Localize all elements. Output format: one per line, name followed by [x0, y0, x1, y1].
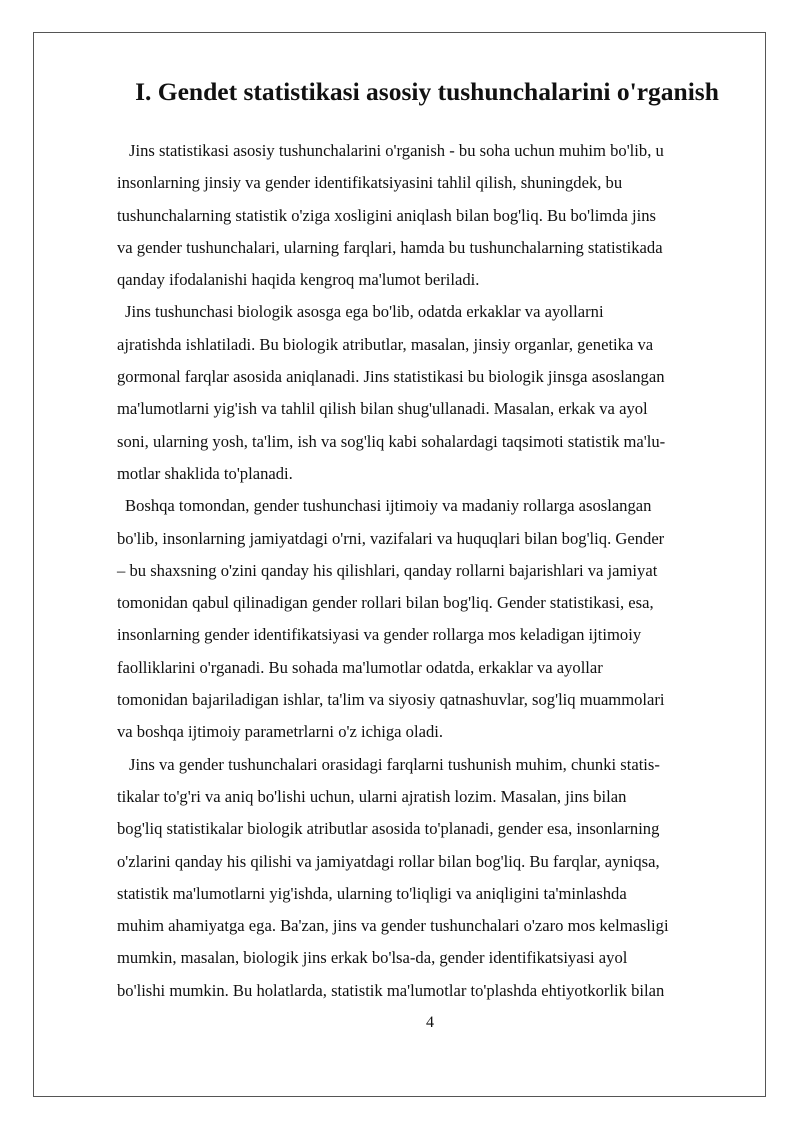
text-line: insonlarning gender identifikatsiyasi va gender rollarga mos keladigan ijtimoiy	[117, 625, 642, 645]
text-line: tomonidan bajariladigan ishlar, ta'lim va siyosiy qatnashuvlar, sog'liq muammolari	[117, 690, 665, 710]
text-line: motlar shaklida to'planadi.	[117, 463, 293, 483]
text-line: qanday ifodalanishi haqida kengroq ma'lumot beriladi.	[117, 270, 480, 290]
text-line: bo'lib, insonlarning jamiyatdagi o'rni, vazifalari va huquqlari bilan bog'liq. Gender	[117, 528, 665, 548]
page-number: 4	[426, 1014, 434, 1031]
text-line: mumkin, masalan, biologik jins erkak bo'lsa-da, gender identifikatsiyasi ayol	[117, 948, 628, 968]
text-line: bo'lishi mumkin. Bu holatlarda, statistik ma'lumotlar to'plashda ehtiyotkorlik bilan	[117, 980, 665, 1000]
text-line: va gender tushunchalari, ularning farqlari, hamda bu tushunchalarning statistikada	[117, 237, 663, 257]
paragraph	[117, 749, 737, 1007]
paragraphs-container	[117, 135, 737, 1007]
text-line: va boshqa ijtimoiy parametrlarni o'z ichiga oladi.	[117, 722, 444, 742]
text-line: gormonal farqlar asosida aniqlanadi. Jins statistikasi bu biologik jinsga asoslangan	[117, 367, 665, 387]
text-line: Boshqa tomondan, gender tushunchasi ijtimoiy va madaniy rollarga asoslangan	[125, 496, 652, 516]
text-line: Jins va gender tushunchalari orasidagi farqlarni tushunish muhim, chunki statis-	[129, 754, 660, 774]
text-line: tushunchalarning statistik o'ziga xosligini aniqlash bilan bog'liq. Bu bo'limda jins	[117, 205, 656, 225]
text-line: ma'lumotlarni yig'ish va tahlil qilish bilan shug'ullanadi. Masalan, erkak va ayol	[117, 399, 648, 419]
document-body	[117, 76, 737, 1007]
text-line: – bu shaxsning o'zini qanday his qilishlari, qanday rollarni bajarishlari va jamiyat	[117, 560, 658, 580]
paragraph	[117, 135, 737, 296]
text-line: muhim ahamiyatga ega. Ba'zan, jins va gender tushunchalari o'zaro mos kelmasligi	[117, 916, 669, 936]
text-line: o'zlarini qanday his qilishi va jamiyatdagi rollar bilan bog'liq. Bu farqlar, ayniqsa,	[117, 851, 660, 871]
paragraph	[117, 296, 737, 490]
page-title: I. Gendet statistikasi asosiy tushunchalarini o'rganish	[135, 77, 719, 106]
text-line: bog'liq statistikalar biologik atributlar asosida to'planadi, gender esa, insonlarning	[117, 819, 660, 839]
paragraph	[117, 490, 737, 748]
text-line: ajratishda ishlatiladi. Bu biologik atributlar, masalan, jinsiy organlar, genetika va	[117, 334, 654, 354]
text-line: soni, ularning yosh, ta'lim, ish va sog'liq kabi sohalardagi taqsimoti statistik ma'lu-	[117, 431, 666, 451]
text-line: statistik ma'lumotlarni yig'ishda, ularning to'liqligi va aniqligini ta'minlashda	[117, 883, 627, 903]
text-line: Jins statistikasi asosiy tushunchalarini o'rganish - bu soha uchun muhim bo'lib, u	[129, 141, 664, 160]
text-line: tikalar to'g'ri va aniq bo'lishi uchun, ularni ajratish lozim. Masalan, jins bilan	[117, 786, 627, 806]
text-line: tomonidan qabul qilinadigan gender rollari bilan bog'liq. Gender statistikasi, esa,	[117, 593, 654, 613]
text-line: insonlarning jinsiy va gender identifikatsiyasini tahlil qilish, shuningdek, bu	[117, 173, 623, 193]
text-line: Jins tushunchasi biologik asosga ega bo'lib, odatda erkaklar va ayollarni	[125, 302, 604, 322]
text-line: faolliklarini o'rganadi. Bu sohada ma'lumotlar odatda, erkaklar va ayollar	[117, 657, 603, 677]
